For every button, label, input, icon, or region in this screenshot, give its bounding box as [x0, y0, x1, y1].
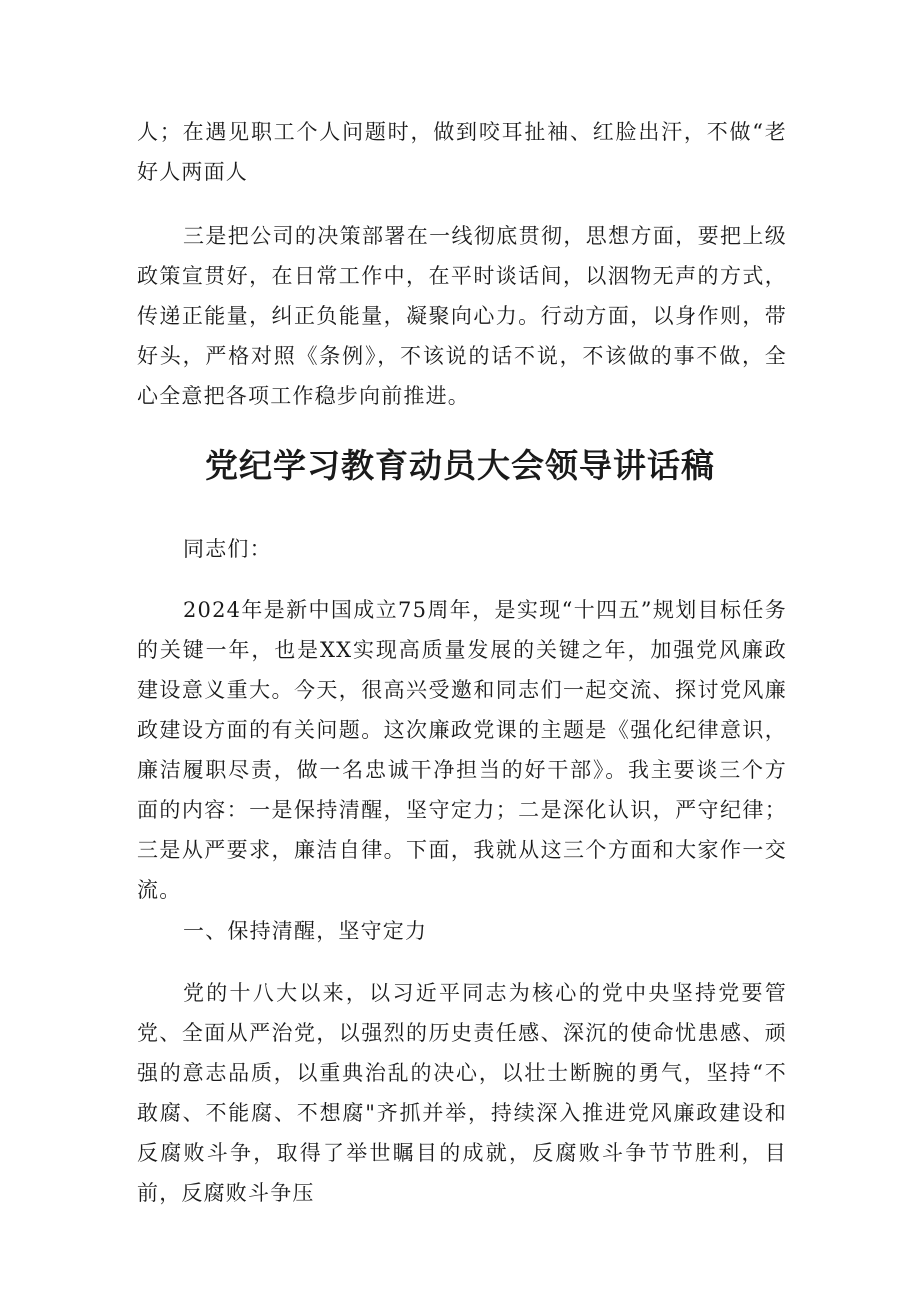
document-title: 党纪学习教育动员大会领导讲话稿 [205, 446, 715, 485]
paragraph-continued: 人；在遇见职工个人问题时，做到咬耳扯袖、红脸出汗，不做“老好人两面人 [137, 120, 787, 184]
paragraph-intro: 2024年是新中国成立75周年，是实现“十四五”规划目标任务的关键一年，也是XX实现高质量发展的关键之年，加强党风廉政建设意义重大。今天，很高兴受邀和同志们一起交流、探讨党风廉政建设方面的有关问题。这次廉政党课的主题是《强化纪律意识，廉洁履职尽责，做一名忠诚干净担当的好干部》。我主要谈三个方面的内容：一是保持清醒，坚守定力；二是深化认识，严守纪律；三是从严要求，廉洁自律。下面，我就从这三个方面和大家作一交流。 [137, 598, 787, 902]
section-heading-1: 一、保持清醒，坚守定力 [183, 919, 428, 943]
salutation: 同志们： [183, 537, 272, 561]
paragraph-body: 党的十八大以来，以习近平同志为核心的党中央坚持党要管党、全面从严治党，以强烈的历史责任感、深沉的使命忧患感、顽强的意志品质，以重典治乱的决心，以壮士断腕的勇气，坚持“不敢腐、不能腐、不想腐"齐抓并举，持续深入推进党风廉政建设和反腐败斗争，取得了举世瞩目的成就，反腐败斗争节节胜利，目前，反腐败斗争压 [137, 981, 787, 1205]
paragraph-point-three: 三是把公司的决策部署在一线彻底贯彻，思想方面，要把上级政策宣贯好，在日常工作中，在平时谈话间，以洇物无声的方式，传递正能量，纠正负能量，凝聚向心力。行动方面，以身作则，带好头，严格对照《条例》，不该说的话不说，不该做的事不做，全心全意把各项工作稳步向前推进。 [137, 224, 787, 408]
